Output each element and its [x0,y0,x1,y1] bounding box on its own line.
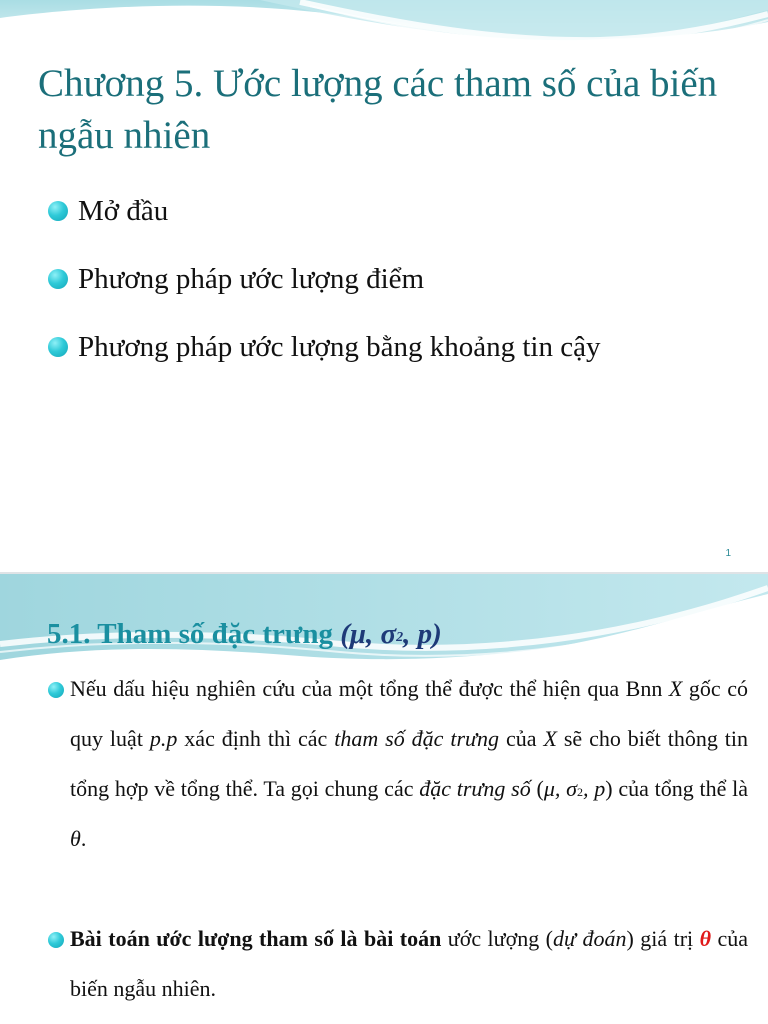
bullet-text: Phương pháp ước lượng bằng khoảng tin cậy [78,331,601,363]
bullet-dot-icon [48,269,68,289]
bullet-dot-icon [48,932,64,948]
bullet-dot-icon [48,337,68,357]
bullet-item [48,188,738,256]
paragraph-definition: Nếu dấu hiệu nghiên cứu của một tổng thể được thể hiện qua Bnn X gốc có quy luật p.p xác định thì các tham số đặc trưng của X sẽ cho biết thông tin tổng hợp về tổng thể. Ta gọi chung các đặc trưng số (μ, $\sigma^2$, p) của tổng thể là θ. [70,664,748,864]
header-wave-decoration [0,0,768,60]
topic-bullet-list [48,188,738,392]
bullet-text: Mở đầu [78,195,169,227]
paragraph-estimation-problem: Bài toán ước lượng tham số là bài toán ước lượng (dự đoán) giá trị θ của biến ngẫu nhiên. [70,914,748,1014]
slide-title: Chương 5. Ước lượng các tham số của biến ngẫu nhiên [38,62,718,157]
page-number: 1 [725,548,731,559]
bullet-dot-icon [48,682,64,698]
bullet-text: Phương pháp ước lượng điểm [78,263,425,295]
bullet-dot-icon [48,201,68,221]
bullet-item [48,324,738,392]
bullet-item [48,256,738,324]
section-title: 5.1. Tham số đặc trưng (μ, $\sigma^2$, p) [47,618,442,650]
